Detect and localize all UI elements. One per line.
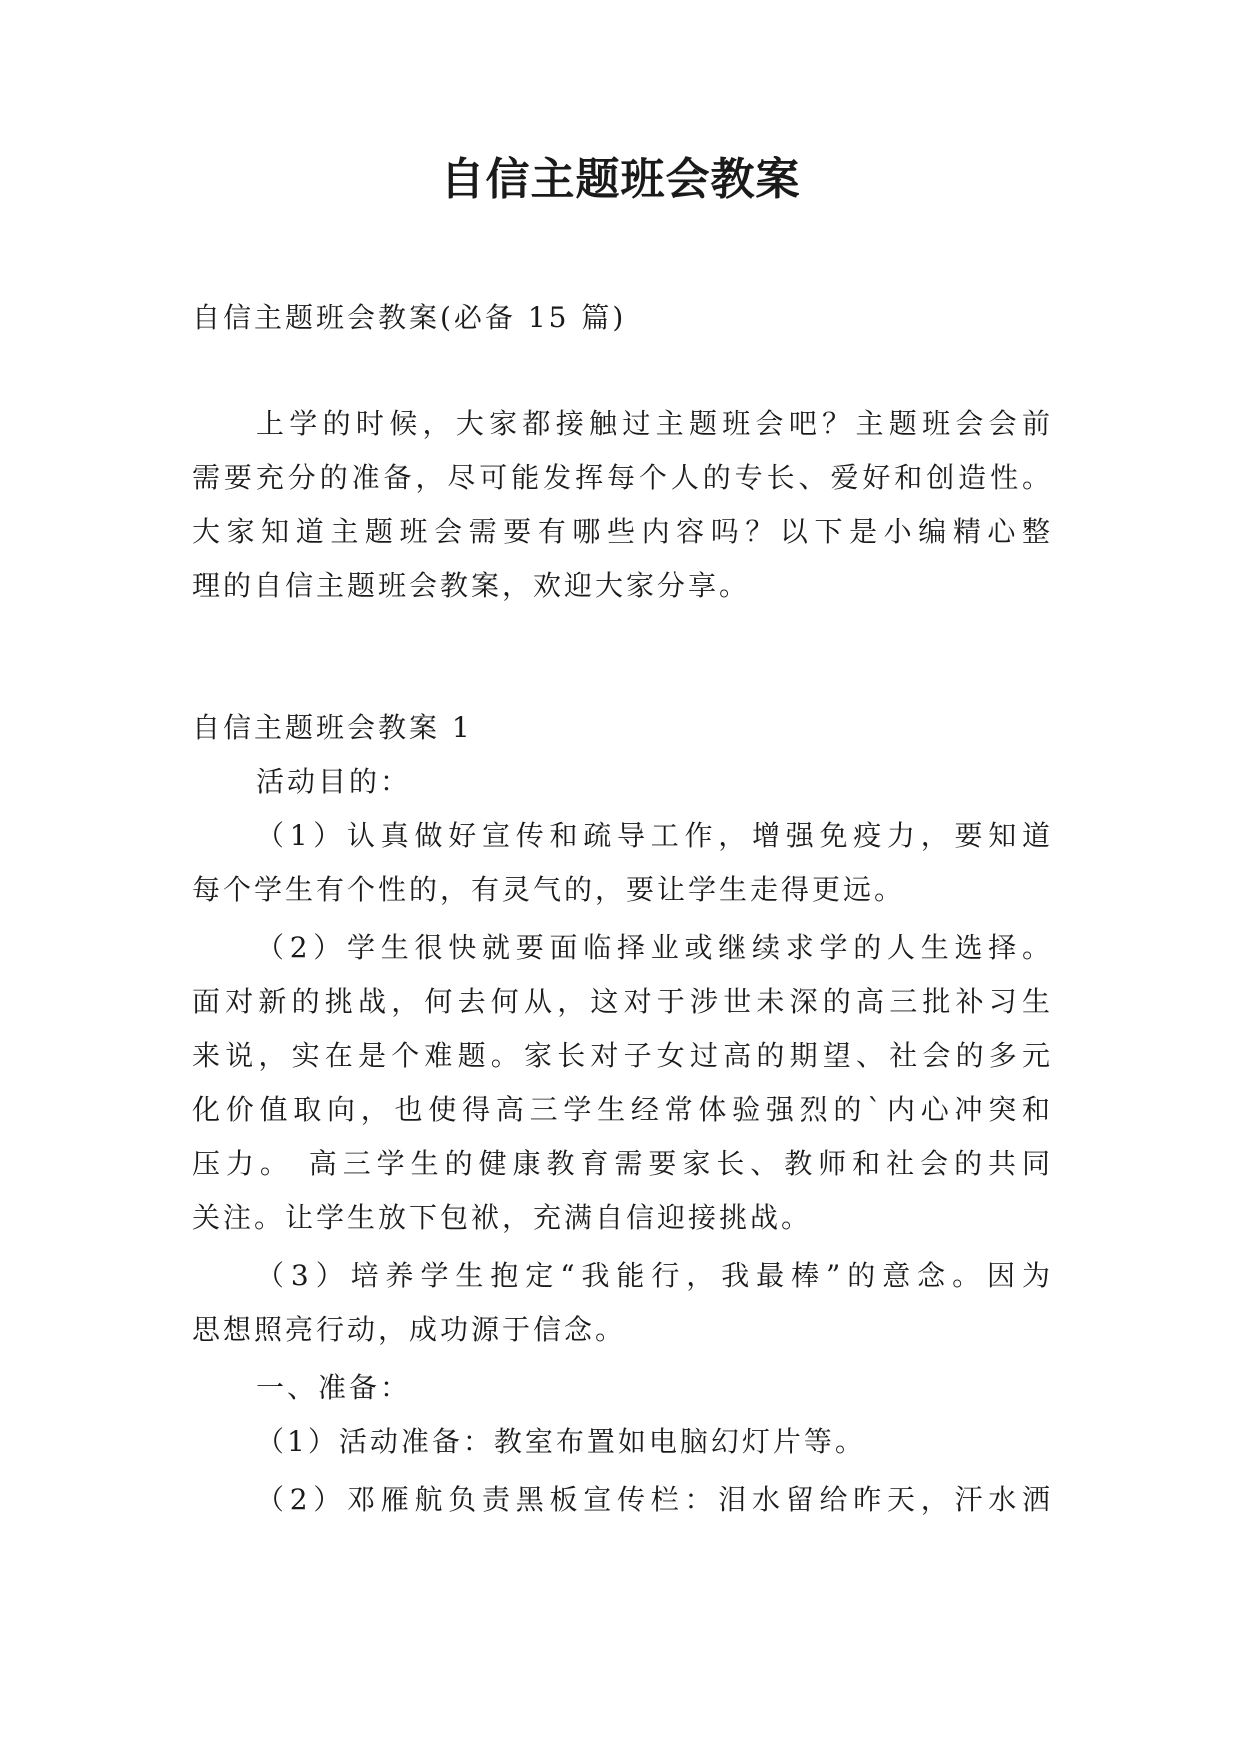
objective-2-line-1: （2）学生很快就要面临择业或继续求学的人生选择。 bbox=[256, 931, 1053, 964]
intro-line-3: 大家知道主题班会需要有哪些内容吗？以下是小编精心整 bbox=[192, 515, 1053, 548]
objective-2-line-2: 面对新的挑战，何去何从，这对于涉世未深的高三批补习生 bbox=[192, 985, 1053, 1018]
objectives-label: 活动目的： bbox=[256, 765, 412, 798]
document-subtitle: 自信主题班会教案(必备 15 篇) bbox=[192, 301, 627, 334]
section-heading: 自信主题班会教案 1 bbox=[192, 711, 473, 744]
prep-item-1: （1）活动准备：教室布置如电脑幻灯片等。 bbox=[256, 1425, 866, 1458]
objective-2-line-3: 来说，实在是个难题。家长对子女过高的期望、社会的多元 bbox=[192, 1039, 1053, 1072]
document-title: 自信主题班会教案 bbox=[440, 154, 801, 205]
objective-1-line-2: 每个学生有个性的，有灵气的，要让学生走得更远。 bbox=[192, 873, 906, 906]
objective-3-line-2: 思想照亮行动，成功源于信念。 bbox=[192, 1313, 627, 1346]
preparation-label: 一、准备： bbox=[256, 1371, 412, 1404]
objective-2-line-5: 压力。 高三学生的健康教育需要家长、教师和社会的共同 bbox=[192, 1147, 1053, 1180]
prep-item-2: （2）邓雁航负责黑板宣传栏：泪水留给昨天，汗水洒 bbox=[256, 1483, 1053, 1516]
intro-line-1: 上学的时候，大家都接触过主题班会吧？主题班会会前 bbox=[256, 407, 1053, 440]
intro-line-2: 需要充分的准备，尽可能发挥每个人的专长、爱好和创造性。 bbox=[192, 461, 1053, 494]
objective-2-line-6: 关注。让学生放下包袱，充满自信迎接挑战。 bbox=[192, 1201, 813, 1234]
intro-line-4: 理的自信主题班会教案，欢迎大家分享。 bbox=[192, 569, 751, 602]
objective-2-line-4: 化价值取向，也使得高三学生经常体验强烈的`内心冲突和 bbox=[192, 1093, 1053, 1126]
objective-1-line-1: （1）认真做好宣传和疏导工作，增强免疫力，要知道 bbox=[256, 819, 1053, 852]
objective-3-line-1: （3）培养学生抱定“我能行，我最棒”的意念。因为 bbox=[256, 1259, 1053, 1292]
